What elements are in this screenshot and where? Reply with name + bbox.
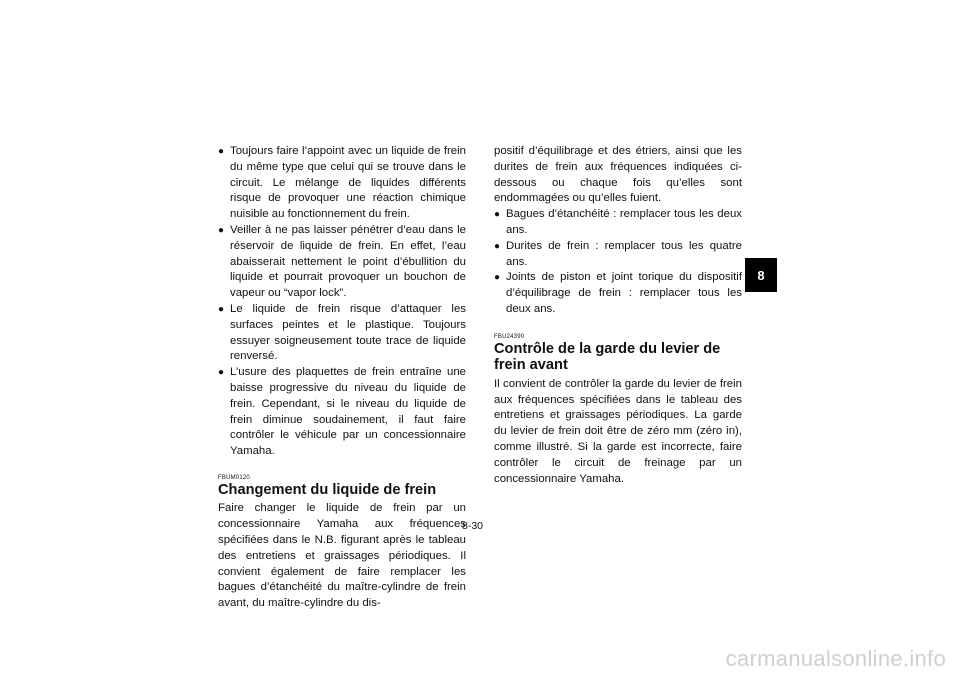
bullet-dot-icon: ●	[494, 240, 501, 252]
bullet-dot-icon: ●	[494, 272, 501, 284]
bullet-item	[494, 239, 742, 271]
bullet-item	[218, 144, 466, 223]
bullet-item	[494, 270, 742, 317]
bullet-dot-icon: ●	[218, 146, 225, 157]
bullet-item	[218, 365, 466, 460]
bullet-text: Bagues d’étanchéité : remplacer tous les deux ans.	[506, 208, 742, 236]
section-title: Changement du liquide de frein	[218, 481, 437, 498]
section-code: FBUM0120	[218, 474, 250, 481]
continuation-text: positif d’équilibrage et des étriers, ainsi que les durites de frein aux fréquences indiquées ci-dessous ou chaque fois qu’elles sont endommagées ou qu’elles fuient.	[494, 145, 742, 205]
bullet-dot-icon: ●	[218, 303, 225, 315]
bullet-dot-icon: ●	[218, 367, 225, 379]
bullet-text: Le liquide de frein risque d’attaquer les surfaces peintes et le plastique. Toujours essuyer soigneusement toute trace de liquide renversé.	[230, 302, 466, 363]
watermark: carmanualsonline.info	[725, 646, 946, 671]
bullet-dot-icon: ●	[494, 209, 501, 221]
left-column	[218, 144, 466, 612]
bullet-item	[494, 207, 742, 239]
bullet-item	[218, 302, 466, 365]
section-body: Il convient de contrôler la garde du levier de frein aux fréquences spécifiées dans le tableau des entretiens et graissages périodiques. La garde du levier de frein doit être de zéro mm (zéro in), comme illustré. Si la garde est incorrecte, faire contrôler le circuit de freinage par un concessionnaire Yamaha.	[494, 377, 742, 485]
bullet-dot-icon: ●	[218, 224, 225, 236]
bullet-text: Durites de frein : remplacer tous les quatre ans.	[506, 239, 742, 268]
bullet-item	[218, 223, 466, 302]
right-column	[494, 144, 742, 487]
bullet-text: Toujours faire l’appoint avec un liquide de frein du même type que celui qui se trouve dans le circuit. Le mélange de liquides différents risque de provoquer une réaction chimique nuisible au fonctionnement du frein.	[230, 145, 466, 221]
bullet-text: Joints de piston et joint torique du dispositif d’équilibrage de frein : remplacer tous les deux ans.	[506, 271, 742, 315]
bullet-text: L’usure des plaquettes de frein entraîne une baisse progressive du niveau du liquide de frein. Cependant, si le niveau du liquide de frein diminue soudainement, il faut faire contrôler le véhicule par un concessionnaire Yamaha.	[230, 366, 466, 458]
section-code: FBU24390	[494, 333, 525, 340]
page-number: 8-30	[462, 520, 484, 532]
chapter-tab: 8	[745, 258, 777, 292]
section-title: Contrôle de la garde du levier de frein avant	[494, 340, 721, 374]
bullet-text: Veiller à ne pas laisser pénétrer d’eau dans le réservoir de liquide de frein. En effet, l’eau abaisserait nettement le point d’ébullition du liquide et pourrait provoquer un bouchon de vapeur ou “vapor lock”.	[230, 223, 466, 300]
section-body: Faire changer le liquide de frein par un concessionnaire Yamaha aux fréquences spécifiées dans le N.B. figurant après le tableau des entretiens et graissages périodiques. Il convient également de faire remplacer les bagues d’étanchéité du maître-cylindre de frein avant, du maître-cylindre du dis-	[218, 502, 466, 610]
